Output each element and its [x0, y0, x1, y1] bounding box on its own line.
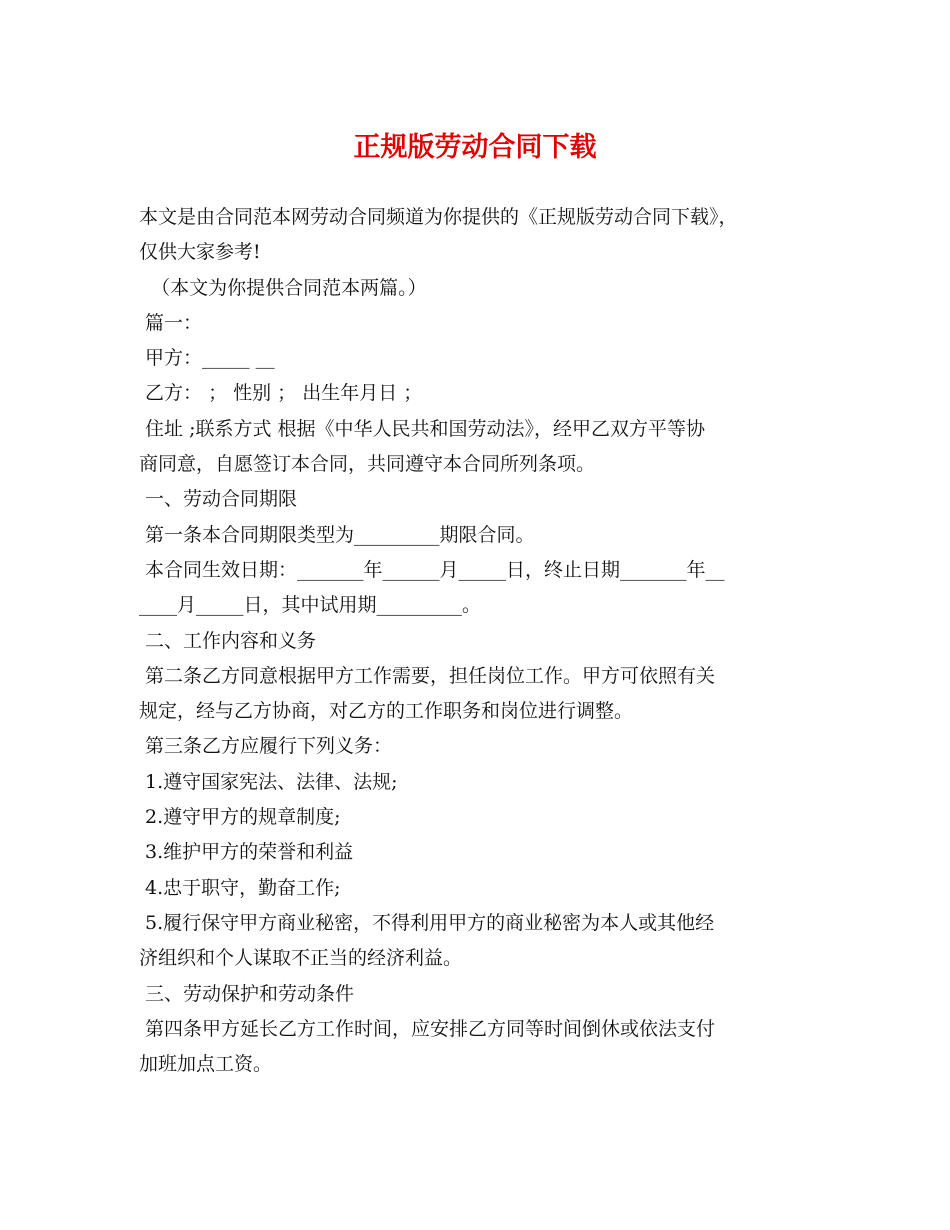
body-line: （本文为你提供合同范本两篇。）: [139, 276, 427, 299]
body-line: 济组织和个人谋取不正当的经济利益。: [139, 947, 463, 970]
body-line: 三、劳动保护和劳动条件: [139, 982, 355, 1005]
body-line: 篇一：: [139, 311, 203, 334]
document-body: [139, 200, 829, 1082]
body-line: 第一条本合同期限类型为_________期限合同。: [139, 523, 535, 546]
body-line: 甲方：_____ __: [139, 347, 275, 370]
body-line: 二、工作内容和义务: [139, 629, 317, 652]
body-line: 规定，经与乙方协商，对乙方的工作职务和岗位进行调整。: [139, 700, 634, 723]
body-line: 一、劳动合同期限: [139, 488, 298, 511]
body-line: 仅供大家参考!: [139, 241, 261, 264]
body-line: 商同意，自愿签订本合同，共同遵守本合同所列条项。: [139, 453, 596, 476]
body-line: 1.遵守国家宪法、法律、法规;: [139, 770, 398, 793]
body-line: 第三条乙方应履行下列义务：: [139, 735, 393, 758]
body-line: 本文是由合同范本网劳动合同频道为你提供的《正规版劳动合同下载》，: [139, 206, 738, 228]
body-line: 乙方： ； 性别 ； 出生年月日 ；: [139, 382, 423, 405]
body-line: 2.遵守甲方的规章制度;: [139, 806, 341, 829]
body-line: 第二条乙方同意根据甲方工作需要，担任岗位工作。甲方可依照有关: [139, 664, 716, 687]
body-line: 本合同生效日期：_______年______月_____日，终止日期_______年__: [139, 558, 725, 581]
body-line: 4.忠于职守，勤奋工作;: [139, 876, 341, 899]
body-line: 第四条甲方延长乙方工作时间，应安排乙方同等时间倒休或依法支付: [139, 1017, 716, 1040]
body-line: 5.履行保守甲方商业秘密，不得利用甲方的商业秘密为本人或其他经: [139, 911, 715, 934]
body-line: ____月_____日，其中试用期_________。: [139, 594, 482, 617]
document-title: 正规版劳动合同下载: [353, 132, 597, 163]
body-line: 加班加点工资。: [139, 1053, 273, 1076]
body-line: 住址 ;联系方式 根据《中华人民共和国劳动法》，经甲乙双方平等协: [139, 417, 706, 440]
body-line: 3.维护甲方的荣誉和利益: [139, 841, 354, 864]
